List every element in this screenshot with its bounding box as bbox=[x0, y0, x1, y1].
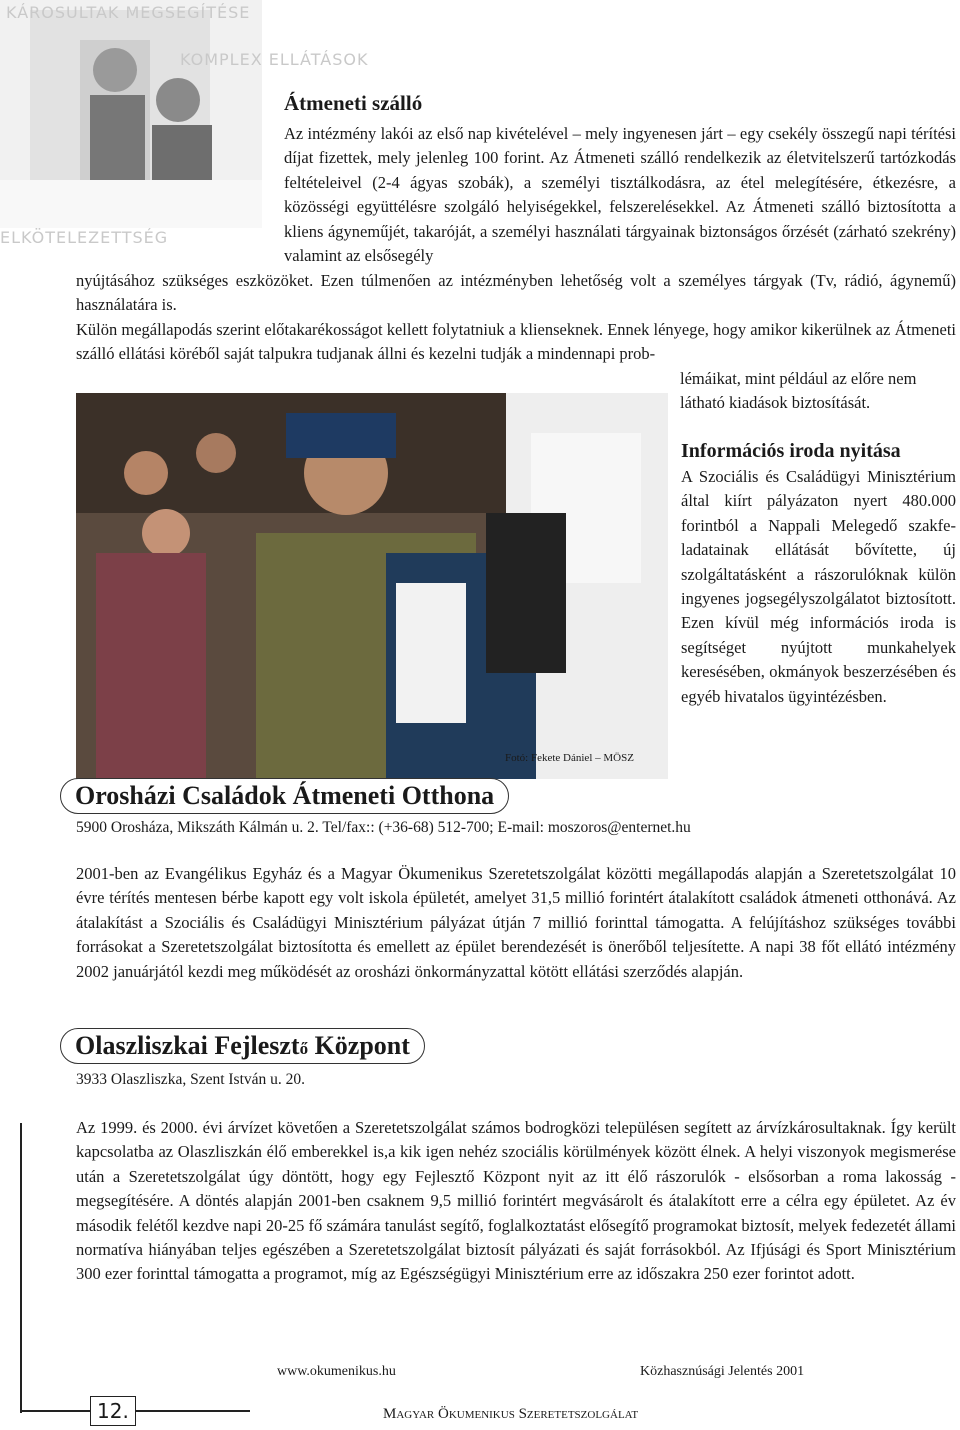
photo-caption: Fotó: Fekete Dániel – MÖSZ bbox=[505, 752, 634, 764]
footer-website: www.okumenikus.hu bbox=[277, 1364, 396, 1379]
crowd-photo bbox=[76, 393, 668, 779]
info-office-text: A Szociális és Családügyi Minisztérium által kiírt pályázaton nyert 480.000 forintból a Nappali Melegedő szakfe-ladatainak ellátását bővítette, új szolgáltatásként a rászorulóknak külön ingyenes jogsegélyszolgálatot biztosított. Ezen kívül még információs iroda is segítséget nyújtott munkahelyek keresésében, okmányok beszerzésében és egyéb hivatalos ügyintézésben. bbox=[681, 467, 956, 706]
side-label-complex: KOMPLEX ELLÁTÁSOK bbox=[180, 50, 369, 69]
section-title-info-office: Információs iroda nyitása bbox=[681, 440, 901, 462]
footer-organization: Magyar Ökumenikus Szeretetszolgálat bbox=[383, 1406, 639, 1422]
olaszliszka-title-part2: Központ bbox=[308, 1031, 410, 1060]
crowd-photo-art bbox=[76, 393, 668, 779]
olaszliszka-title-part1: Olaszliszkai Fejleszt bbox=[75, 1031, 300, 1060]
hostel-paragraph-1a: Az intézmény lakói az első nap kivételével – mely ingyenesen járt – egy csekély összegű napi térítési díjat fizettek, mely jelenleg 100 forint. Az Átmeneti szálló rendelkezik az életvitelszerű tartózkodás feltételeivel (2-4 ágyas szobák), a személyi tisztálkodásra, az étel melegítésére, étkezésre, a közösségi együttélésre szolgáló helyiségekkel, felszerelésekkel. Az Átmeneti szálló biztosította a kliens ágyneműjét, takaróját, a személyi használati tárgyainak biztonságos őrzését (zárható szekrény) valamint az elsősegély bbox=[284, 124, 956, 266]
hostel-paragraph-2a: Külön megállapodás szerint előtakarékosságot kellett folytatniuk a klienseknek. Ennek lényege, hogy amikor kikerülnek az Átmeneti szálló ellátási köréből saját talpukra tudjanak állni és kezelni tudják a mindennapi prob- bbox=[76, 320, 956, 364]
footer-report: Közhasznúsági Jelentés 2001 bbox=[640, 1364, 805, 1379]
side-label-damaged: KÁROSULTAK MEGSEGÍTÉSE bbox=[6, 3, 251, 22]
children-photo bbox=[0, 0, 262, 228]
page-number: 12. bbox=[90, 1396, 136, 1426]
margin-line-vertical bbox=[20, 1123, 22, 1413]
section-title-oroshaza: Orosházi Családok Átmeneti Otthona bbox=[60, 778, 509, 814]
hostel-paragraph-1b: nyújtásához szükséges eszközöket. Ezen túlmenően az intézményben lehetőség volt a személyes tárgyak (Tv, rádió, ágynemű) használatára is. bbox=[76, 271, 956, 315]
section-title-temporary-hostel: Átmeneti szálló bbox=[284, 91, 423, 115]
oroshaza-address: 5900 Orosháza, Mikszáth Kálmán u. 2. Tel/fax:: (+36-68) 512-700; E-mail: moszoros@enternet.hu bbox=[76, 819, 691, 836]
hostel-paragraph-2b: lémáikat, mint például az előre nem látható kiadások biztosítását. bbox=[680, 369, 917, 413]
olaszliszka-text: Az 1999. és 2000. évi árvízet követően a Szeretetszolgálat számos bodrogközi településen segített az árvízkárosultaknak. Így került kapcsolatba az Olaszliszkán élő emberekkel is,a kik igen nehéz szociális körülmények között élnek. A helyi viszonyok megismerése után a Szeretetszolgálat úgy döntött, hogy egy Fejlesztő Központ nyit az itt élő rászorulók - elsősorban a roma lakosság - megsegítésére. A döntés alapján 2001-ben csaknem 9,5 millió forintért megvásárolt és átalakított erre a célra egy épületet. Az év második felétől kezdve napi 20-25 fő számára tanulást segítő, foglalkoztatást elősegítő programokat biztosít, melyek fedezetét állami normatíva hiányában teljes egészében a Szeretetszolgálat biztosít pályázati és saját forrásokból. Az Ifjúsági és Sport Minisztérium 300 ezer forinttal támogatta a programot, míg az Egészségügyi Minisztérium erre az időszakra 250 ezer forintot adott. bbox=[76, 1118, 956, 1284]
children-photo-art bbox=[0, 0, 262, 228]
section-title-olaszliszka bbox=[60, 1028, 425, 1064]
olaszliszka-address: 3933 Olaszliszka, Szent István u. 20. bbox=[76, 1071, 306, 1088]
olaszliszka-title-small: ő bbox=[299, 1039, 309, 1058]
oroshaza-text: 2001-ben az Evangélikus Egyház és a Magyar Ökumenikus Szeretetszolgálat közötti megállapodás alapján a Szeretetszolgálat 10 évre térítés mentesen bérbe kapott egy volt iskola épületét, amelyet 31,5 millió forintért átalakított családok átmeneti otthonává. Az átalakítást a Szociális és Családügyi Minisztérium pályázat útján 7 millió forinttal támogatta. A felújításhoz szükséges további forrásokat a Szeretetszolgálat biztosította és emellett az épület berendezését is önerőből teljesítette. A napi 38 főt ellátó intézmény 2002 januárjától kezdi meg működését az orosházi önkormányzattal kötött ellátási szerződés alapján. bbox=[76, 864, 956, 981]
side-label-commitment: ELKÖTELEZETTSÉG bbox=[0, 228, 169, 247]
